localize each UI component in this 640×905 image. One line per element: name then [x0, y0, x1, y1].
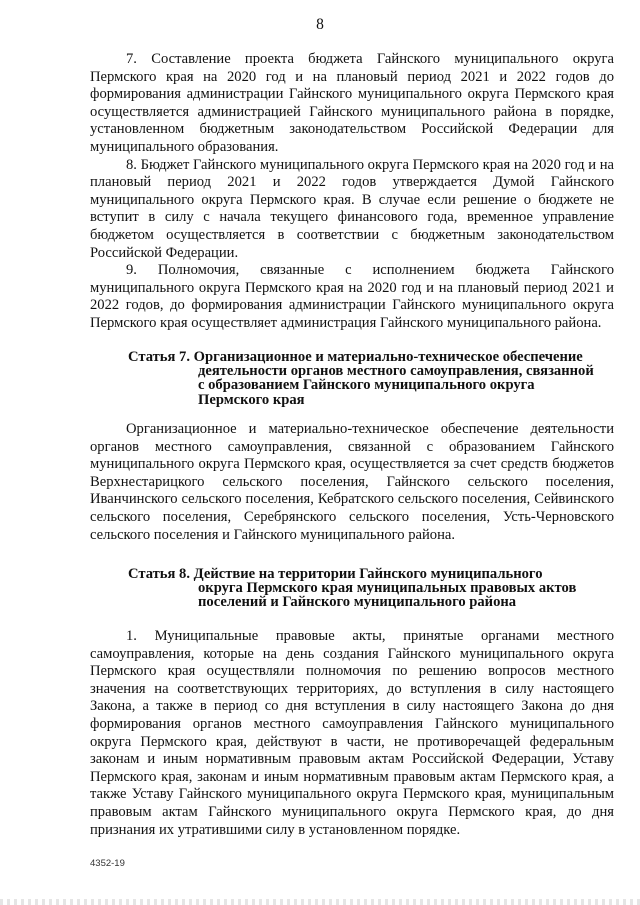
paragraph-7: 7. Составление проекта бюджета Гайнского муниципального округа Пермского края на 2020 год и на плановый период 2021 и 2022 годов до формирования администрации Гайнского муниципального округа Пермского края осуществляется администрацией Гайнского муниципального района в порядке, установленном бюджетным законодательством Российской Федерации для муниципального образования. — [90, 51, 614, 155]
article-7-paragraph: Организационное и материально-техническое обеспечение деятельности органов местного самоуправления, связанной с образованием Гайнского муниципального округа Пермского края, осуществляется за счет средств бюджетов Верхнестарицкого сельского поселения, Гайнского сельского поселения, Иванчинского сельского поселения, Кебратского сельского поселения, Сейвинского сельского поселения, Серебрянского сельского поселения, Усть-Черновского сельского поселения и Гайнского муниципального района. — [90, 421, 614, 543]
paragraph-8: 8. Бюджет Гайнского муниципального округа Пермского края на 2020 год и на плановый период 2021 и 2022 годов утверждается Думой Гайнского муниципального округа Пермского края. В случае если решение о бюджете не вступит в силу с начала текущего финансового года, временное управление бюджетом осуществляется в соответствии с бюджетным законодательством Российской Федерации. — [90, 156, 614, 261]
article-8-heading — [128, 567, 614, 610]
article-8-heading-line: округа Пермского края муниципальных правовых актов — [198, 580, 577, 597]
scan-edge-artifact — [0, 899, 640, 905]
article-7-heading-line: деятельности органов местного самоуправления, связанной — [198, 363, 594, 380]
article-7-heading-line: Пермского края — [198, 391, 305, 408]
article-8-heading-line: поселений и Гайнского муниципального района — [198, 594, 517, 611]
page-number: 8 — [316, 16, 324, 33]
article-8-paragraph-1: 1. Муниципальные правовые акты, принятые органами местного самоуправления, которые на день создания Гайнского муниципального округа Пермского края осуществляли полномочия по решению вопросов местного значения на соответствующих территориях, до вступления в силу настоящего Закона, а также в период со дня вступления в силу настоящего Закона до дня формирования органов местного самоуправления Гайнского муниципального округа Пермского края, действуют в части, не противоречащей федеральным законам и иным нормативным правовым актам Российской Федерации, Уставу Пермского края, законам и иным нормативным правовым актам Пермского края, а также Уставу Гайнского муниципального округа Пермского края, муниципальным правовым актам Гайнского муниципального округа Пермского края, до дня признания их утратившими силу в установленном порядке. — [90, 628, 614, 838]
article-7-heading — [128, 350, 614, 407]
article-7-body — [90, 421, 614, 544]
article-7-heading-line: Статья 7. Организационное и материально-техническое обеспечение — [128, 349, 583, 365]
article-8-body — [90, 628, 614, 839]
article-7-heading-line: с образованием Гайнского муниципального округа — [198, 377, 535, 394]
section-paragraphs-7-9 — [90, 51, 614, 333]
paragraph-9: 9. Полномочия, связанные с исполнением бюджета Гайнского муниципального округа Пермского края на 2020 год и на плановый период 2021 и 2022 годов, до формирования администрации Гайнского муниципального округа Пермского края осуществляет администрация Гайнского муниципального района. — [90, 262, 614, 331]
article-8-heading-line: Статья 8. Действие на территории Гайнского муниципального — [128, 566, 543, 582]
document-code: 4352-19 — [90, 858, 125, 869]
